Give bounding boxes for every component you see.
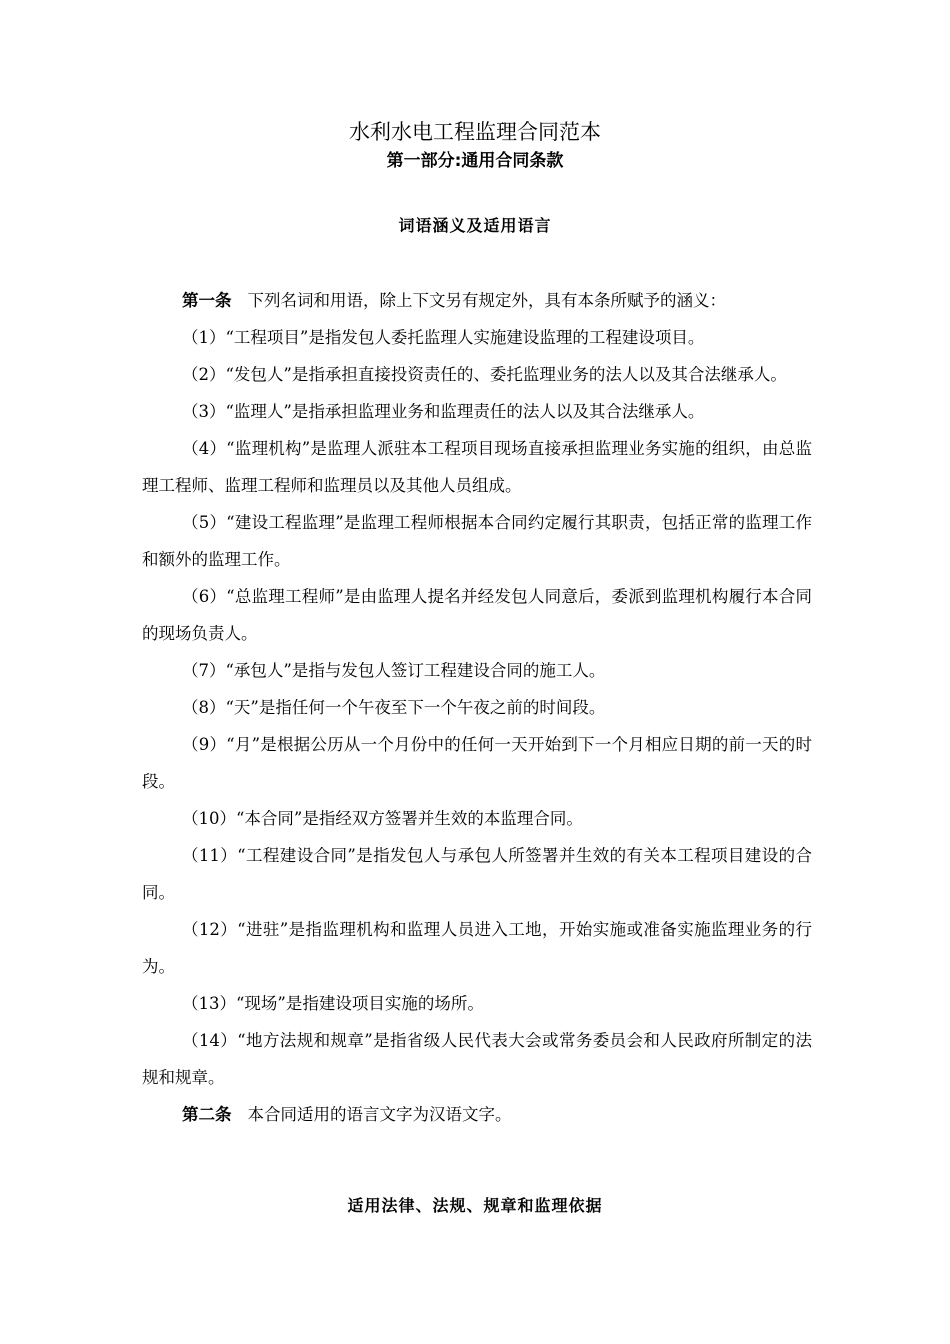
article-2-text: 本合同适用的语言文字为汉语文字。: [247, 1105, 512, 1124]
definition-item-13: （13）“现场”是指建设项目实施的场所。: [182, 994, 484, 1013]
definition-item-14: （14）“地方法规和规章”是指省级人民代表大会或常务委员会和人民政府所制定的法规和规章。: [142, 1031, 812, 1087]
definition-item-8: （8）“天”是指任何一个午夜至下一个午夜之前的时间段。: [182, 698, 606, 717]
definition-item-10: （10）“本合同”是指经双方签署并生效的本监理合同。: [182, 809, 583, 828]
article-1-text: 下列名词和用语，除上下文另有规定外，具有本条所赋予的涵义：: [247, 291, 726, 310]
document-title: 水利水电工程监理合同范本: [349, 120, 601, 144]
definition-item-1: （1）“工程项目”是指发包人委托监理人实施建设监理的工程建设项目。: [182, 328, 705, 347]
article-2: [142, 1096, 812, 1133]
article-2-label: 第二条: [182, 1105, 232, 1124]
definition-item-5: （5）“建设工程监理”是监理工程师根据本合同约定履行其职责，包括正常的监理工作和额外的监理工作。: [142, 513, 812, 569]
definition-item-3: （3）“监理人”是指承担监理业务和监理责任的法人以及其合法继承人。: [182, 402, 705, 421]
definition-item-9: （9）“月”是根据公历从一个月份中的任何一天开始到下一个月相应日期的前一天的时段。: [142, 735, 812, 791]
article-1-label: 第一条: [182, 291, 232, 310]
definition-item-2: （2）“发包人”是指承担直接投资责任的、委托监理业务的法人以及其合法继承人。: [182, 365, 787, 384]
definition-item-7: （7）“承包人”是指与发包人签订工程建设合同的施工人。: [182, 661, 606, 680]
document-subtitle: 第一部分:通用合同条款: [386, 151, 564, 171]
definition-item-12: （12）“进驻”是指监理机构和监理人员进入工地，开始实施或准备实施监理业务的行为。: [142, 920, 812, 976]
article-1: [142, 282, 812, 319]
clauses-body: [142, 282, 812, 1133]
section-heading-definitions: 词语涵义及适用语言: [398, 216, 552, 235]
definition-item-4: （4）“监理机构”是监理人派驻本工程项目现场直接承担监理业务实施的组织，由总监理工程师、监理工程师和监理员以及其他人员组成。: [142, 439, 812, 495]
section-heading-applicable-law: 适用法律、法规、规章和监理依据: [347, 1196, 603, 1215]
definition-item-11: （11）“工程建设合同”是指发包人与承包人所签署并生效的有关本工程项目建设的合同。: [142, 846, 812, 902]
definition-item-6: （6）“总监理工程师”是由监理人提名并经发包人同意后，委派到监理机构履行本合同的现场负责人。: [142, 587, 812, 643]
